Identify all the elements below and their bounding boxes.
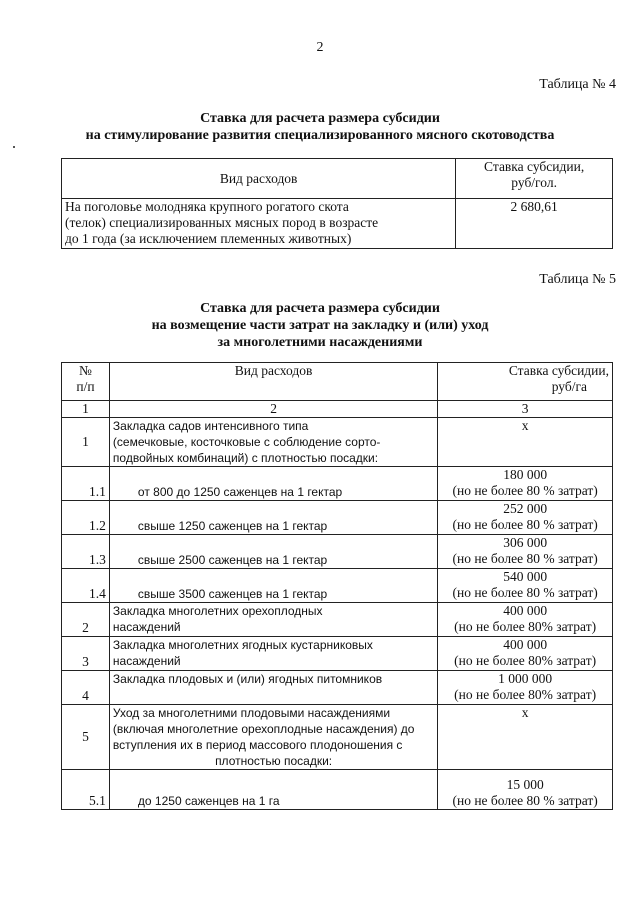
cell-rate xyxy=(438,535,613,569)
header-num-line: № xyxy=(79,363,92,378)
table-row xyxy=(62,705,613,770)
table-5-heading xyxy=(0,300,640,351)
heading-line: на стимулирование развития специализированного мясного скотоводства xyxy=(85,128,555,143)
header-expense: Вид расходов xyxy=(62,159,456,199)
table-5-label: Таблица № 5 xyxy=(539,272,616,287)
cell-rate: x xyxy=(438,705,613,770)
cell-line: 180 000 xyxy=(503,467,548,482)
cell-line: 306 000 xyxy=(503,535,548,550)
cell-num: 5 xyxy=(62,705,110,770)
scan-speck xyxy=(13,146,15,148)
table-row xyxy=(62,671,613,705)
heading-line: за многолетними насаждениями xyxy=(217,335,423,350)
header-num-line: п/п xyxy=(76,379,95,394)
cell-line: (но не более 80% затрат) xyxy=(454,653,597,668)
cell-line: (но не более 80 % затрат) xyxy=(452,483,598,498)
cell-expense xyxy=(109,603,437,637)
heading-line: Ставка для расчета размера субсидии xyxy=(200,301,440,316)
cell-expense: от 800 до 1250 саженцев на 1 гектар xyxy=(109,467,437,501)
table-row xyxy=(62,770,613,810)
cell-line: 15 000 xyxy=(506,777,544,792)
header-rate-line: руб/га xyxy=(551,379,587,394)
cell-line: (включая многолетние орехоплодные насаждения) до xyxy=(112,722,415,736)
cell-expense xyxy=(109,418,437,467)
table-row xyxy=(62,501,613,535)
header-rate xyxy=(456,159,613,199)
table-4-label: Таблица № 4 xyxy=(539,77,616,92)
cell-expense xyxy=(109,705,437,770)
heading-line: Ставка для расчета размера субсидии xyxy=(200,111,440,126)
cell-num: 1 xyxy=(62,418,110,467)
table-4 xyxy=(61,158,613,249)
cell-line: Закладка многолетних ягодных кустарниковых xyxy=(112,638,373,652)
cell-line: насаждений xyxy=(112,654,181,668)
cell-rate: x xyxy=(438,418,613,467)
header-rate-line: Ставка субсидии, xyxy=(508,363,609,378)
cell-line: подвойных комбинаций) с плотностью посадки: xyxy=(112,451,379,465)
cell-rate xyxy=(438,467,613,501)
cell-line: (но не более 80% затрат) xyxy=(454,619,597,634)
cell-rate xyxy=(438,637,613,671)
table-5 xyxy=(61,362,613,810)
cell-rate xyxy=(438,770,613,810)
table-row xyxy=(62,535,613,569)
cell-line: плотностью посадки: xyxy=(215,754,333,768)
column-number-row xyxy=(62,401,613,418)
cell-line: Уход за многолетними плодовыми насаждениями xyxy=(112,706,391,720)
col-number: 1 xyxy=(62,401,110,418)
table-row xyxy=(62,199,613,249)
header-expense: Вид расходов xyxy=(109,363,437,401)
cell-num: 1.1 xyxy=(62,467,110,501)
cell-expense: до 1250 саженцев на 1 га xyxy=(109,770,437,810)
cell-line: 400 000 xyxy=(503,603,548,618)
cell-line: (семечковые, косточковые с соблюдение сорто- xyxy=(112,435,381,449)
col-number: 2 xyxy=(109,401,437,418)
cell-line: (но не более 80 % затрат) xyxy=(452,517,598,532)
cell-line: до 1 года (за исключением племенных животных) xyxy=(65,231,352,246)
header-rate xyxy=(438,363,613,401)
cell-expense: Закладка плодовых и (или) ягодных питомников xyxy=(109,671,437,705)
cell-line: (но не более 80% затрат) xyxy=(454,687,597,702)
cell-num: 1.2 xyxy=(62,501,110,535)
cell-rate: 2 680,61 xyxy=(456,199,613,249)
col-number: 3 xyxy=(438,401,613,418)
cell-num: 3 xyxy=(62,637,110,671)
table-row xyxy=(62,418,613,467)
cell-num: 2 xyxy=(62,603,110,637)
table-header-row xyxy=(62,159,613,199)
cell-line: (но не более 80 % затрат) xyxy=(452,585,598,600)
table-row xyxy=(62,569,613,603)
header-rate-line: Ставка субсидии, xyxy=(484,159,585,174)
cell-line: 1 000 000 xyxy=(498,671,553,686)
cell-line: (но не более 80 % затрат) xyxy=(452,551,598,566)
cell-line: 252 000 xyxy=(503,501,548,516)
page-number: 2 xyxy=(316,40,324,55)
cell-line: Закладка многолетних орехоплодных xyxy=(112,604,323,618)
table-row xyxy=(62,603,613,637)
cell-num: 1.4 xyxy=(62,569,110,603)
table-header-row xyxy=(62,363,613,401)
header-num xyxy=(62,363,110,401)
cell-expense xyxy=(62,199,456,249)
cell-expense: свыше 3500 саженцев на 1 гектар xyxy=(109,569,437,603)
cell-line: насаждений xyxy=(112,620,181,634)
cell-rate xyxy=(438,603,613,637)
cell-rate xyxy=(438,671,613,705)
cell-line: На поголовье молодняка крупного рогатого скота xyxy=(65,199,349,214)
cell-num: 1.3 xyxy=(62,535,110,569)
cell-expense: свыше 2500 саженцев на 1 гектар xyxy=(109,535,437,569)
table-row xyxy=(62,637,613,671)
cell-line: (но не более 80 % затрат) xyxy=(452,793,598,808)
cell-line: (телок) специализированных мясных пород в возрасте xyxy=(65,215,379,230)
cell-expense xyxy=(109,637,437,671)
cell-rate xyxy=(438,569,613,603)
cell-line: 400 000 xyxy=(503,637,548,652)
cell-expense: свыше 1250 саженцев на 1 гектар xyxy=(109,501,437,535)
heading-line: на возмещение части затрат на закладку и (или) уход xyxy=(151,318,489,333)
table-4-heading xyxy=(0,110,640,144)
cell-line: 540 000 xyxy=(503,569,548,584)
header-rate-line: руб/гол. xyxy=(511,175,557,190)
cell-line: Закладка садов интенсивного типа xyxy=(112,419,309,433)
table-row xyxy=(62,467,613,501)
cell-num: 5.1 xyxy=(62,770,110,810)
cell-line: вступления их в период массового плодоношения с xyxy=(112,738,403,752)
cell-rate xyxy=(438,501,613,535)
cell-num: 4 xyxy=(62,671,110,705)
